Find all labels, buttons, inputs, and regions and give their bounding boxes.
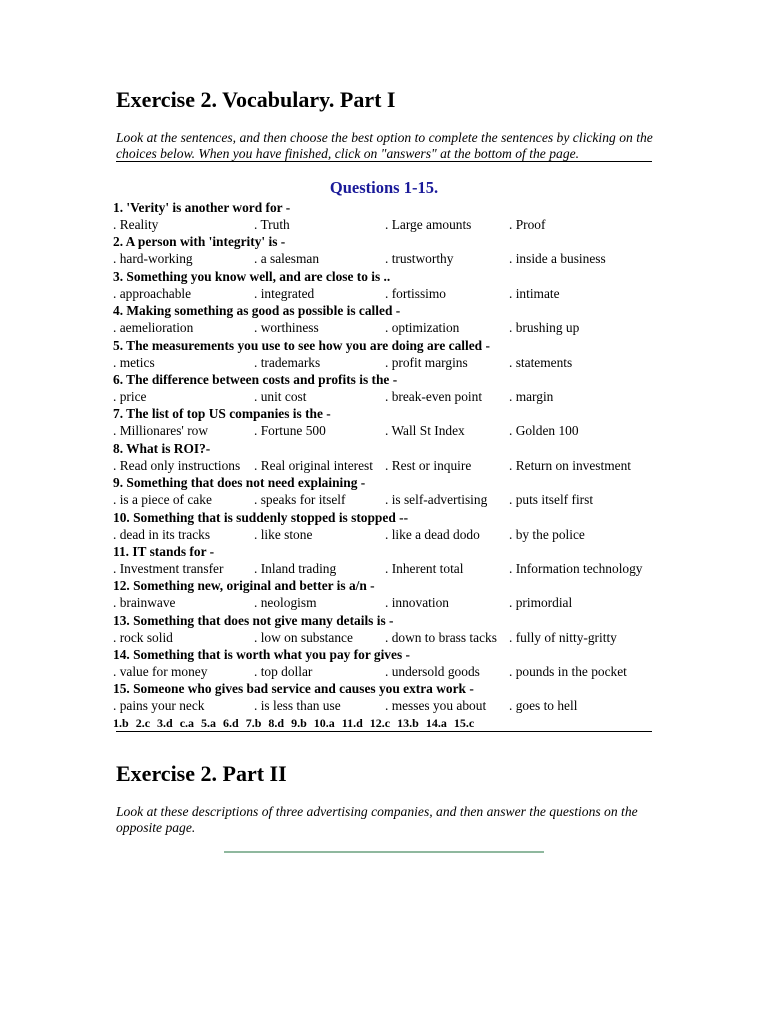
answer-key-item[interactable]: 8.d bbox=[268, 716, 285, 730]
question-stem: 14. Something that is worth what you pay for gives - bbox=[113, 647, 410, 663]
question-item bbox=[113, 646, 673, 680]
question-stem: 15. Someone who gives bad service and causes you extra work - bbox=[113, 681, 474, 697]
answer-options bbox=[113, 697, 673, 714]
divider bbox=[116, 161, 652, 162]
question-list bbox=[113, 199, 673, 715]
answer-options bbox=[113, 663, 673, 680]
answer-option[interactable]: . Large amounts bbox=[385, 217, 472, 232]
question-stem: 11. IT stands for - bbox=[113, 543, 215, 559]
answer-options bbox=[113, 250, 673, 267]
answer-options bbox=[113, 560, 673, 577]
answer-option[interactable]: . integrated bbox=[254, 285, 315, 301]
answer-key-item[interactable]: 9.b bbox=[291, 716, 307, 730]
answer-key-item[interactable]: 6.d bbox=[223, 716, 239, 730]
question-item bbox=[113, 302, 673, 336]
question-stem: 10. Something that is suddenly stopped is stopped -- bbox=[113, 509, 409, 525]
answer-option[interactable]: . messes you about bbox=[385, 698, 487, 714]
question-stem: 1. 'Verity' is another word for - bbox=[113, 200, 291, 215]
question-item bbox=[113, 371, 673, 405]
question-item bbox=[113, 509, 673, 543]
answer-key-item[interactable]: 3.d bbox=[157, 716, 173, 730]
part1-title: Exercise 2. Vocabulary. Part I bbox=[116, 87, 396, 112]
answer-option[interactable]: . dead in its tracks bbox=[113, 526, 211, 542]
answer-key-item[interactable]: 12.c bbox=[369, 716, 391, 730]
answer-option[interactable]: . aemelioration bbox=[113, 320, 194, 336]
answer-key-item[interactable]: 10.a bbox=[313, 716, 335, 730]
answer-option[interactable]: . Proof bbox=[509, 217, 546, 232]
part1-instructions: Look at the sentences, and then choose the best option to complete the sentences by clicking on the choices below. When you have finished, click on "answers" at the bottom of the page. bbox=[116, 130, 653, 161]
answer-option[interactable]: . speaks for itself bbox=[254, 492, 346, 508]
question-item bbox=[113, 612, 673, 646]
answer-option[interactable]: . primordial bbox=[509, 595, 573, 611]
answer-option[interactable]: . Rest or inquire bbox=[385, 457, 472, 473]
answer-options bbox=[113, 388, 673, 405]
answer-key-item[interactable]: c.a bbox=[179, 716, 195, 730]
answer-options bbox=[113, 629, 673, 646]
answer-option[interactable]: . break-even point bbox=[385, 388, 483, 404]
question-stem: 4. Making something as good as possible is called - bbox=[113, 303, 401, 319]
answer-options bbox=[113, 216, 673, 233]
answer-option[interactable]: . fortissimo bbox=[385, 285, 447, 301]
answer-key-item[interactable]: 7.b bbox=[245, 716, 262, 730]
answer-option[interactable]: . a salesman bbox=[254, 251, 320, 267]
answer-option[interactable]: . is less than use bbox=[254, 698, 341, 714]
answer-option[interactable]: . unit cost bbox=[254, 388, 307, 404]
question-item bbox=[113, 199, 673, 233]
answer-option[interactable]: . Return on investment bbox=[509, 457, 631, 473]
answer-option[interactable]: . Investment transfer bbox=[113, 560, 224, 576]
answer-option[interactable]: . statements bbox=[509, 354, 573, 370]
answer-options bbox=[113, 491, 673, 508]
answer-option[interactable]: . low on substance bbox=[254, 629, 353, 645]
question-stem: 3. Something you know well, and are close to is .. bbox=[113, 268, 391, 284]
answer-option[interactable]: . down to brass tacks bbox=[385, 629, 497, 645]
answer-option[interactable]: . like stone bbox=[254, 526, 313, 542]
answer-options bbox=[113, 422, 673, 439]
answer-option[interactable]: . undersold goods bbox=[385, 664, 480, 680]
answer-options bbox=[113, 526, 673, 543]
answer-option[interactable]: . Read only instructions bbox=[113, 457, 241, 473]
question-stem: 5. The measurements you use to see how you are doing are called - bbox=[113, 337, 490, 353]
answer-option[interactable]: . margin bbox=[509, 388, 554, 404]
answer-option[interactable]: . innovation bbox=[385, 595, 449, 611]
answer-option[interactable]: . is self-advertising bbox=[385, 492, 488, 508]
question-item bbox=[113, 233, 673, 267]
answer-key-item[interactable]: 13.b bbox=[397, 716, 419, 730]
question-item bbox=[113, 543, 673, 577]
answer-key-item[interactable]: 11.d bbox=[341, 716, 363, 730]
question-item bbox=[113, 268, 673, 302]
question-item bbox=[113, 337, 673, 371]
answer-option[interactable]: . approachable bbox=[113, 285, 192, 301]
question-stem: 12. Something new, original and better is a/n - bbox=[113, 578, 375, 594]
answer-option[interactable]: . is a piece of cake bbox=[113, 492, 212, 508]
answer-option[interactable]: . Golden 100 bbox=[509, 423, 579, 439]
answer-options bbox=[113, 319, 673, 336]
answer-option[interactable]: . value for money bbox=[113, 664, 208, 680]
answer-option[interactable]: . trustworthy bbox=[385, 251, 454, 267]
answer-options bbox=[113, 285, 673, 302]
answer-option[interactable]: . rock solid bbox=[113, 629, 173, 645]
answer-option[interactable]: . hard-working bbox=[113, 251, 193, 267]
question-item bbox=[113, 474, 673, 508]
answer-key bbox=[113, 715, 481, 731]
answer-option[interactable]: . Inherent total bbox=[385, 560, 464, 576]
answer-option[interactable]: . profit margins bbox=[385, 354, 468, 370]
answer-option[interactable]: . top dollar bbox=[254, 664, 313, 680]
answer-option[interactable]: . Millionares' row bbox=[113, 423, 209, 439]
answer-option[interactable]: . price bbox=[113, 388, 147, 404]
question-item bbox=[113, 680, 673, 714]
question-stem: 8. What is ROI?- bbox=[113, 440, 211, 456]
answer-option[interactable]: . Real original interest bbox=[254, 457, 373, 473]
answer-option[interactable]: . inside a business bbox=[509, 251, 606, 267]
answer-option[interactable]: . puts itself first bbox=[509, 492, 594, 508]
answer-option[interactable]: . neologism bbox=[254, 595, 317, 611]
answer-option[interactable]: . Fortune 500 bbox=[254, 423, 326, 439]
question-item bbox=[113, 440, 673, 474]
answer-option[interactable]: . goes to hell bbox=[509, 698, 578, 714]
answer-option[interactable]: . like a dead dodo bbox=[385, 526, 480, 542]
divider bbox=[116, 731, 652, 732]
question-stem: 2. A person with 'integrity' is - bbox=[113, 234, 286, 250]
question-stem: 13. Something that does not give many details is - bbox=[113, 612, 394, 628]
answer-key-item[interactable]: 15.c bbox=[453, 716, 475, 730]
answer-option[interactable]: . brushing up bbox=[509, 320, 580, 336]
answer-options bbox=[113, 594, 673, 611]
answer-key-item[interactable]: 5.a bbox=[201, 716, 217, 730]
question-item bbox=[113, 405, 673, 439]
answer-options bbox=[113, 457, 673, 474]
answer-option[interactable]: . by the police bbox=[509, 526, 585, 542]
answer-option[interactable]: . Truth bbox=[254, 217, 290, 232]
part2-title: Exercise 2. Part II bbox=[116, 761, 287, 786]
question-stem: 6. The difference between costs and profits is the - bbox=[113, 371, 398, 387]
answer-option[interactable]: . Reality bbox=[113, 217, 159, 232]
answer-key-item[interactable]: 2.c bbox=[135, 716, 151, 730]
answer-option[interactable]: . intimate bbox=[509, 285, 560, 301]
answer-option[interactable]: . Information technology bbox=[509, 560, 643, 576]
answer-option[interactable]: . metics bbox=[113, 354, 155, 370]
answer-key-item[interactable]: 1.b bbox=[113, 716, 129, 730]
part2-instructions: Look at these descriptions of three advertising companies, and then answer the questions on the opposite page. bbox=[116, 804, 638, 835]
answer-option[interactable]: . pounds in the pocket bbox=[509, 664, 627, 680]
divider bbox=[224, 851, 544, 853]
question-stem: 7. The list of top US companies is the - bbox=[113, 406, 331, 422]
answer-option[interactable]: . worthiness bbox=[254, 320, 319, 336]
question-stem: 9. Something that does not need explaining - bbox=[113, 475, 366, 491]
answer-option[interactable]: . optimization bbox=[385, 320, 460, 336]
questions-heading: Questions 1-15. bbox=[329, 178, 439, 197]
answer-option[interactable]: . Wall St Index bbox=[385, 423, 465, 439]
answer-key-item[interactable]: 14.a bbox=[425, 716, 447, 730]
question-item bbox=[113, 577, 673, 611]
answer-option[interactable]: . trademarks bbox=[254, 354, 321, 370]
answer-option[interactable]: . fully of nitty-gritty bbox=[509, 629, 617, 645]
answer-option[interactable]: . pains your neck bbox=[113, 698, 205, 714]
answer-options bbox=[113, 354, 673, 371]
answer-option[interactable]: . Inland trading bbox=[254, 560, 337, 576]
answer-option[interactable]: . brainwave bbox=[113, 595, 176, 611]
